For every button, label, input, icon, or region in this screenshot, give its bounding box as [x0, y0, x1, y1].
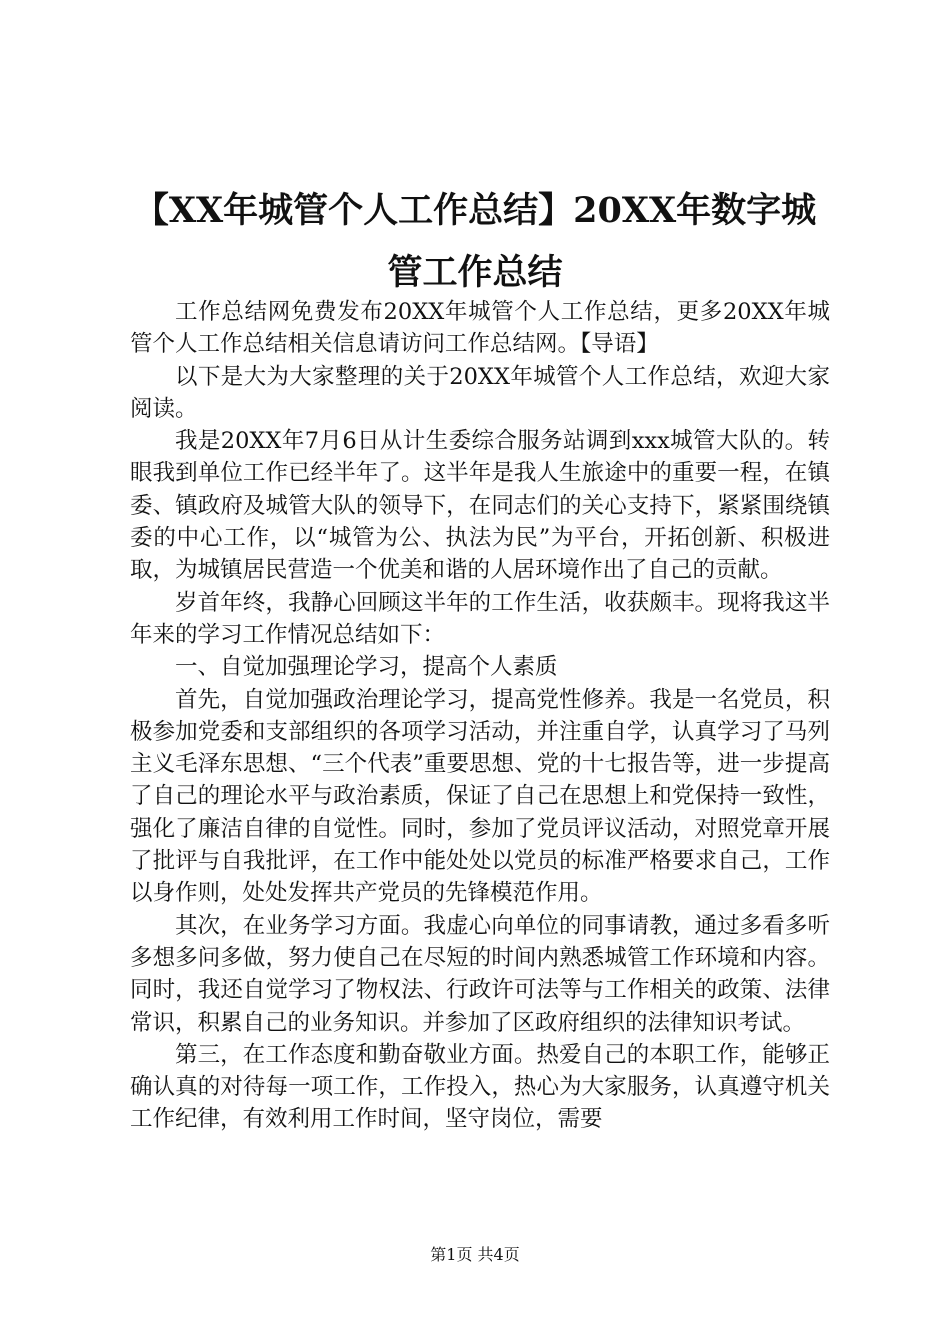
paragraph: 岁首年终，我静心回顾这半年的工作生活，收获颇丰。现将我这半年来的学习工作情况总结如下：: [130, 589, 830, 648]
page-number-footer: 第1页 共4页: [430, 1245, 520, 1264]
document-body: [130, 296, 830, 1136]
paragraph: 第三，在工作态度和勤奋敬业方面。热爱自己的本职工作，能够正确认真的对待每一项工作，工作投入，热心为大家服务，认真遵守机关工作纪律，有效利用工作时间，坚守岗位，需要: [130, 1041, 830, 1133]
paragraph: 以下是大为大家整理的关于20XX年城管个人工作总结，欢迎大家阅读。: [130, 363, 830, 422]
paragraph: 我是20XX年7月6日从计生委综合服务站调到xxx城管大队的。转眼我到单位工作已经半年了。这半年是我人生旅途中的重要一程，在镇委、镇政府及城管大队的领导下，在同志们的关心支持下，紧紧围绕镇委的中心工作，以“城管为公、执法为民”为平台，开拓创新、积极进取，为城镇居民营造一个优美和谐的人居环境作出了自己的贡献。: [130, 428, 830, 584]
document-title: 【XX年城管个人工作总结】20XX年数字城管工作总结: [133, 190, 817, 293]
paragraph: 其次，在业务学习方面。我虚心向单位的同事请教，通过多看多听多想多问多做，努力使自己在尽短的时间内熟悉城管工作环境和内容。同时，我还自觉学习了物权法、行政许可法等与工作相关的政策、法律常识，积累自己的业务知识。并参加了区政府组织的法律知识考试。: [130, 912, 830, 1036]
section-heading: 一、自觉加强理论学习，提高个人素质: [175, 654, 558, 681]
paragraph: 工作总结网免费发布20XX年城管个人工作总结，更多20XX年城管个人工作总结相关信息请访问工作总结网。【导语】: [130, 299, 830, 358]
paragraph: 首先，自觉加强政治理论学习，提高党性修养。我是一名党员，积极参加党委和支部组织的各项学习活动，并注重自学，认真学习了马列主义毛泽东思想、“三个代表”重要思想、党的十七报告等，进一步提高了自己的理论水平与政治素质，保证了自己在思想上和党保持一致性，强化了廉洁自律的自觉性。同时，参加了党员评议活动，对照党章开展了批评与自我批评，在工作中能处处以党员的标准严格要求自己，工作以身作则，处处发挥共产党员的先锋模范作用。: [130, 686, 830, 907]
